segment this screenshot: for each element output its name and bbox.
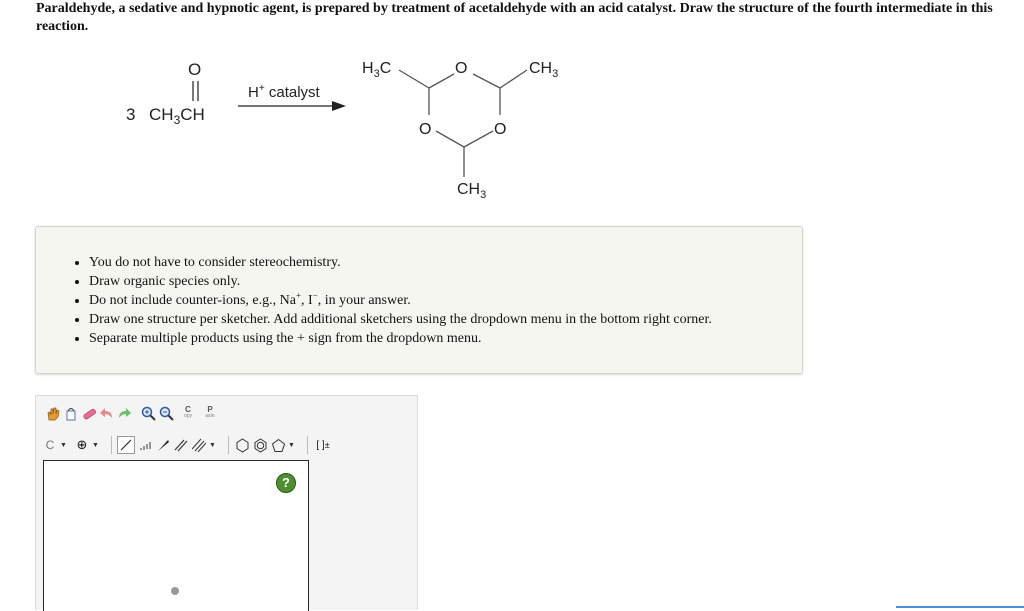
zoom-in-icon[interactable] bbox=[140, 405, 156, 421]
redo-icon[interactable] bbox=[116, 405, 132, 421]
hashed-bond-icon[interactable] bbox=[137, 437, 153, 453]
help-button[interactable]: ? bbox=[276, 473, 296, 493]
paste-button[interactable]: P aste bbox=[205, 405, 215, 419]
ring-oxygen-right: O bbox=[494, 121, 507, 138]
undo-icon[interactable] bbox=[98, 405, 114, 421]
eraser-icon[interactable] bbox=[80, 405, 96, 421]
reactant-formula: $CH_3CH$ bbox=[149, 105, 205, 127]
canvas-dot bbox=[171, 587, 179, 595]
cyclohexane-icon[interactable] bbox=[234, 437, 250, 453]
instruction-item: • You do not have to consider stereochemistry. bbox=[89, 253, 802, 272]
instruction-item: • Separate multiple products using the + sign from the dropdown menu. bbox=[89, 329, 802, 348]
cyclopentane-icon[interactable] bbox=[270, 437, 286, 453]
question-text: Paraldehyde, a sedative and hypnotic agent, is prepared by treatment of acetaldehyde with an acid catalyst. Draw the structure of the fourth intermediate in this reaction. bbox=[36, 1, 993, 34]
double-bond-icon[interactable] bbox=[173, 437, 189, 453]
methyl-bottom: $CH_3$ bbox=[457, 181, 487, 201]
ring-oxygen-left: O bbox=[419, 121, 432, 138]
triple-bond-icon[interactable] bbox=[191, 437, 207, 453]
chevron-down-icon[interactable]: ▼ bbox=[92, 441, 99, 449]
sketcher-toolbar-bottom bbox=[42, 436, 335, 454]
sketcher-toolbar-top bbox=[44, 405, 220, 421]
copy-button[interactable]: C opy bbox=[183, 405, 193, 419]
instruction-item: • Draw one structure per sketcher. Add additional sketchers using the dropdown menu in the bottom right corner. bbox=[89, 310, 802, 329]
hand-icon[interactable] bbox=[44, 405, 60, 421]
add-sketcher-indicator bbox=[896, 606, 1024, 608]
charge-button[interactable]: ⊕ bbox=[76, 437, 88, 453]
carbonyl-oxygen: O bbox=[188, 60, 202, 79]
instruction-item: • Draw organic species only. bbox=[89, 272, 802, 291]
methyl-left: $H_3C$ bbox=[362, 60, 392, 80]
chevron-down-icon[interactable]: ▼ bbox=[60, 441, 67, 449]
zoom-out-icon[interactable] bbox=[158, 405, 174, 421]
wedge-bond-icon[interactable] bbox=[155, 437, 171, 453]
element-selector[interactable]: C bbox=[45, 438, 55, 452]
bracket-button[interactable]: [ ] ± bbox=[316, 439, 330, 451]
reactant-coefficient: 3 bbox=[126, 105, 136, 124]
reagent-label: H+ catalyst bbox=[248, 83, 320, 101]
instructions-box bbox=[35, 226, 803, 374]
chevron-down-icon[interactable]: ▼ bbox=[288, 441, 295, 449]
benzene-icon[interactable] bbox=[252, 437, 268, 453]
lasso-icon[interactable] bbox=[62, 405, 78, 421]
reaction-arrow-head bbox=[332, 101, 346, 111]
reaction-scheme bbox=[0, 50, 620, 210]
methyl-right: $CH_3$ bbox=[529, 60, 559, 80]
structure-sketcher bbox=[35, 395, 418, 610]
instruction-item: • Do not include counter-ions, e.g., Na+, I−, in your answer. bbox=[89, 291, 802, 310]
ring-oxygen-top: O bbox=[455, 60, 468, 77]
single-bond-icon[interactable] bbox=[117, 436, 135, 454]
chevron-down-icon[interactable]: ▼ bbox=[209, 441, 216, 449]
